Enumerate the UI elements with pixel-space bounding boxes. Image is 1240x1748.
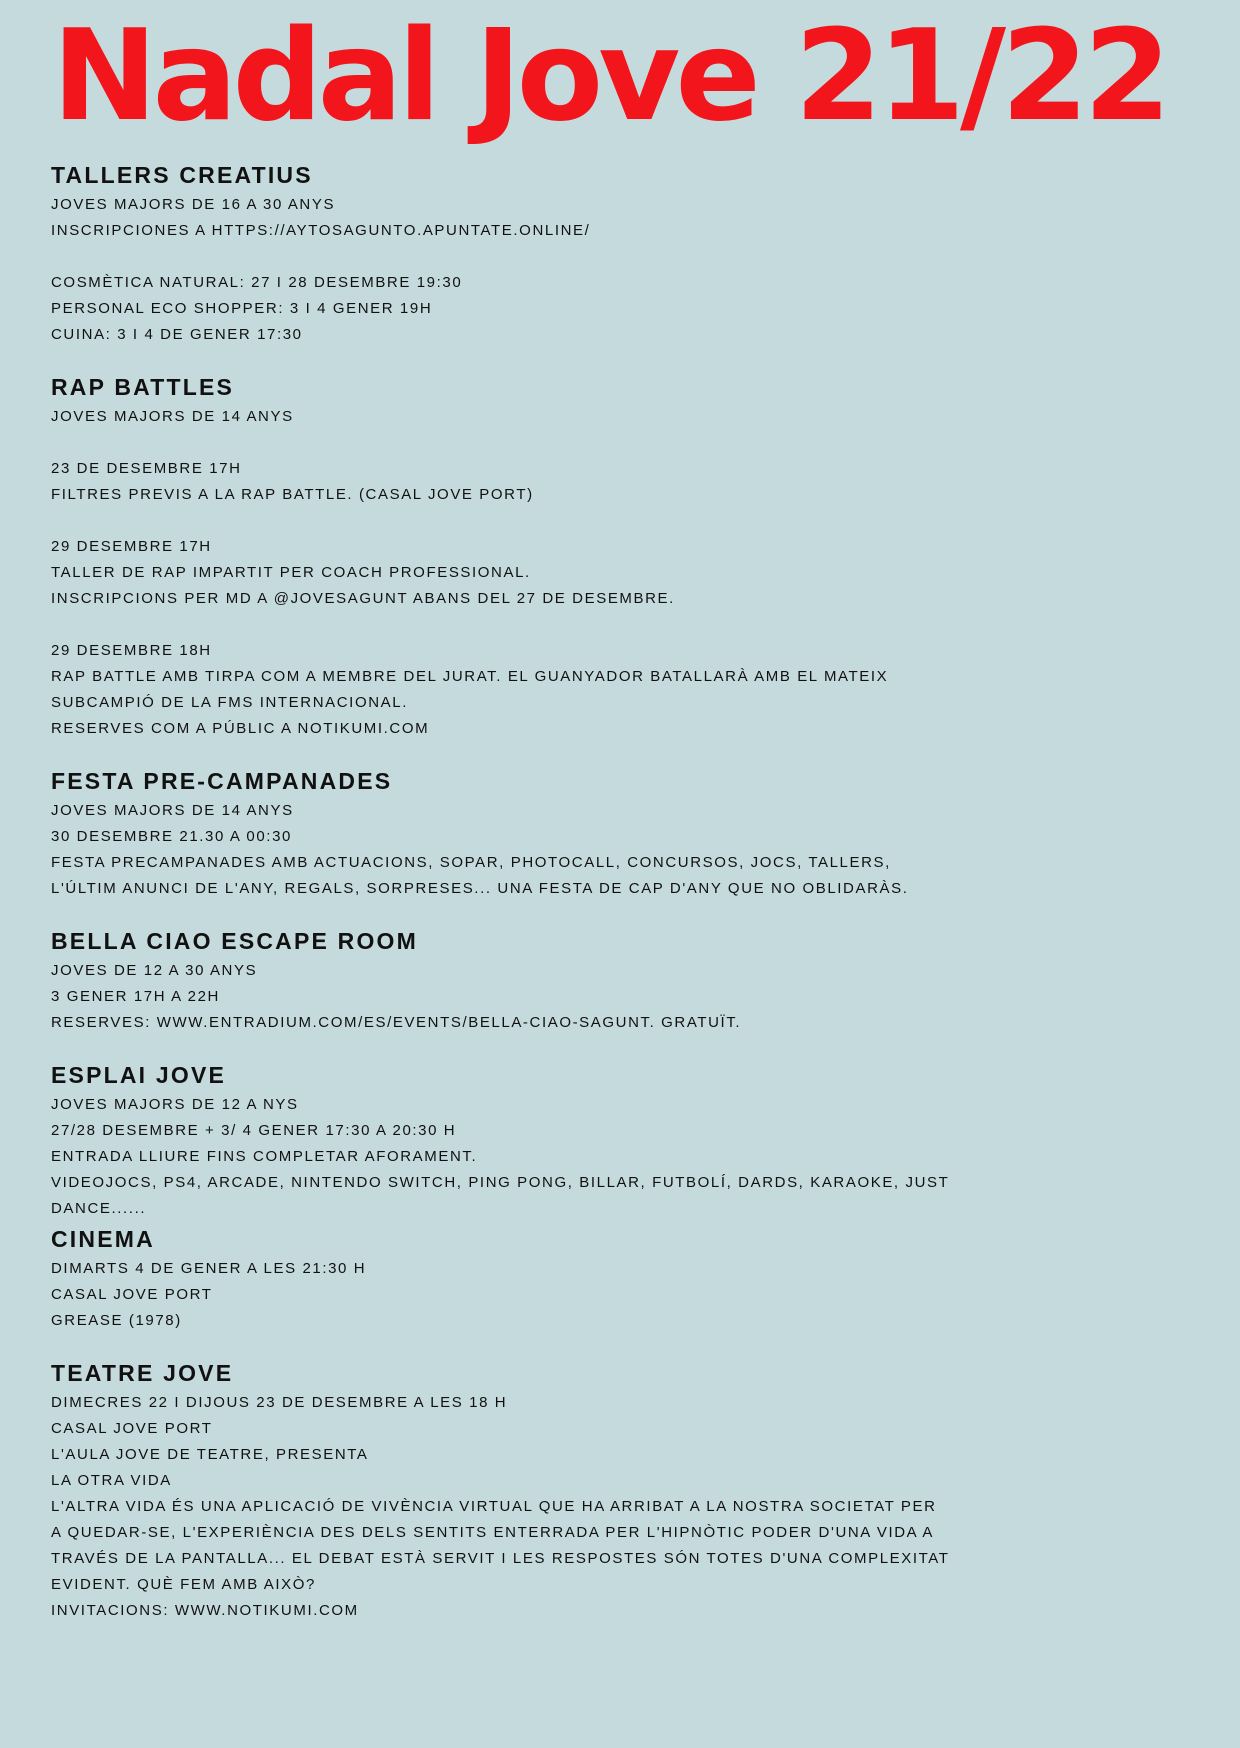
section-line: JOVES DE 12 A 30 ANYS xyxy=(51,962,258,979)
section-line: RESERVES COM A PÚBLIC A NOTIKUMI.COM xyxy=(51,720,430,737)
section-cinema xyxy=(51,1222,1051,1334)
section-line: 29 DESEMBRE 17H xyxy=(51,538,212,555)
section-tallers-creatius xyxy=(51,158,1051,348)
section-line: L'ALTRA VIDA ÉS UNA APLICACIÓ DE VIVÈNCIA VIRTUAL QUE HA ARRIBAT A LA NOSTRA SOCIETAT PER xyxy=(51,1498,937,1515)
section-heading: ESPLAI JOVE xyxy=(51,1062,227,1088)
section-lines xyxy=(51,1092,1051,1222)
section-line: INSCRIPCIONS PER MD A @JOVESAGUNT ABANS DEL 27 DE DESEMBRE. xyxy=(51,590,675,607)
section-line: L'ÚLTIM ANUNCI DE L'ANY, REGALS, SORPRESES... UNA FESTA DE CAP D'ANY QUE NO OBLIDARÀS. xyxy=(51,880,909,897)
section-line: PERSONAL ECO SHOPPER: 3 I 4 GENER 19H xyxy=(51,300,433,317)
section-esplai-jove xyxy=(51,1058,1051,1222)
section-line: RESERVES: WWW.ENTRADIUM.COM/ES/EVENTS/BELLA-CIAO-SAGUNT. GRATUÏT. xyxy=(51,1014,742,1031)
section-line: VIDEOJOCS, PS4, ARCADE, NINTENDO SWITCH, PING PONG, BILLAR, FUTBOLÍ, DARDS, KARAOKE, JUST xyxy=(51,1174,950,1191)
section-line: INVITACIONS: WWW.NOTIKUMI.COM xyxy=(51,1602,359,1619)
section-line: CASAL JOVE PORT xyxy=(51,1420,213,1437)
section-lines xyxy=(51,798,1051,902)
section-heading: CINEMA xyxy=(51,1226,155,1252)
blank-line xyxy=(51,612,1051,638)
section-line: TRAVÉS DE LA PANTALLA... EL DEBAT ESTÀ SERVIT I LES RESPOSTES SÓN TOTES D'UNA COMPLEXITAT xyxy=(51,1550,950,1567)
section-lines xyxy=(51,192,1051,348)
section-line: INSCRIPCIONES A HTTPS://AYTOSAGUNTO.APUNTATE.ONLINE/ xyxy=(51,222,591,239)
section-bella-ciao-escape-room xyxy=(51,924,1051,1036)
section-lines xyxy=(51,1390,1051,1624)
section-line: ENTRADA LLIURE FINS COMPLETAR AFORAMENT. xyxy=(51,1148,478,1165)
blank-line xyxy=(51,508,1051,534)
section-line: JOVES MAJORS DE 12 A NYS xyxy=(51,1096,299,1113)
section-lines xyxy=(51,404,1051,742)
section-heading: RAP BATTLES xyxy=(51,374,235,400)
section-line: 27/28 DESEMBRE + 3/ 4 GENER 17:30 A 20:30 H xyxy=(51,1122,457,1139)
poster-title: Nadal Jove 21/22 xyxy=(52,2,1167,149)
section-line: 30 DESEMBRE 21.30 A 00:30 xyxy=(51,828,292,845)
section-lines xyxy=(51,1256,1051,1334)
section-lines xyxy=(51,958,1051,1036)
section-line: RAP BATTLE AMB TIRPA COM A MEMBRE DEL JURAT. EL GUANYADOR BATALLARÀ AMB EL MATEIX xyxy=(51,668,889,685)
section-heading: FESTA PRE-CAMPANADES xyxy=(51,768,393,794)
events-list xyxy=(51,158,1051,1624)
section-line: GREASE (1978) xyxy=(51,1312,182,1329)
section-rap-battles xyxy=(51,370,1051,742)
section-line: COSMÈTICA NATURAL: 27 I 28 DESEMBRE 19:30 xyxy=(51,274,463,291)
section-line: EVIDENT. QUÈ FEM AMB AIXÒ? xyxy=(51,1576,316,1593)
section-heading: TEATRE JOVE xyxy=(51,1360,234,1386)
section-heading: TALLERS CREATIUS xyxy=(51,162,313,188)
blank-line xyxy=(51,430,1051,456)
section-line: SUBCAMPIÓ DE LA FMS INTERNACIONAL. xyxy=(51,694,408,711)
section-line: FILTRES PREVIS A LA RAP BATTLE. (CASAL JOVE PORT) xyxy=(51,486,534,503)
section-line: CUINA: 3 I 4 DE GENER 17:30 xyxy=(51,326,303,343)
section-line: JOVES MAJORS DE 16 A 30 ANYS xyxy=(51,196,336,213)
section-line: JOVES MAJORS DE 14 ANYS xyxy=(51,802,294,819)
section-line: DIMARTS 4 DE GENER A LES 21:30 H xyxy=(51,1260,367,1277)
section-line: 29 DESEMBRE 18H xyxy=(51,642,212,659)
section-line: A QUEDAR-SE, L'EXPERIÈNCIA DES DELS SENTITS ENTERRADA PER L'HIPNÒTIC PODER D'UNA VIDA A xyxy=(51,1524,934,1541)
section-line: DANCE...... xyxy=(51,1200,147,1217)
section-line: 3 GENER 17H A 22H xyxy=(51,988,220,1005)
section-line: LA OTRA VIDA xyxy=(51,1472,172,1489)
section-line: DIMECRES 22 I DIJOUS 23 DE DESEMBRE A LES 18 H xyxy=(51,1394,508,1411)
blank-line xyxy=(51,244,1051,270)
section-line: 23 DE DESEMBRE 17H xyxy=(51,460,242,477)
section-festa-pre-campanades xyxy=(51,764,1051,902)
section-line: CASAL JOVE PORT xyxy=(51,1286,213,1303)
section-line: JOVES MAJORS DE 14 ANYS xyxy=(51,408,294,425)
section-heading: BELLA CIAO ESCAPE ROOM xyxy=(51,928,419,954)
section-line: FESTA PRECAMPANADES AMB ACTUACIONS, SOPAR, PHOTOCALL, CONCURSOS, JOCS, TALLERS, xyxy=(51,854,891,871)
section-teatre-jove xyxy=(51,1356,1051,1624)
section-line: TALLER DE RAP IMPARTIT PER COACH PROFESSIONAL. xyxy=(51,564,531,581)
section-line: L'AULA JOVE DE TEATRE, PRESENTA xyxy=(51,1446,369,1463)
